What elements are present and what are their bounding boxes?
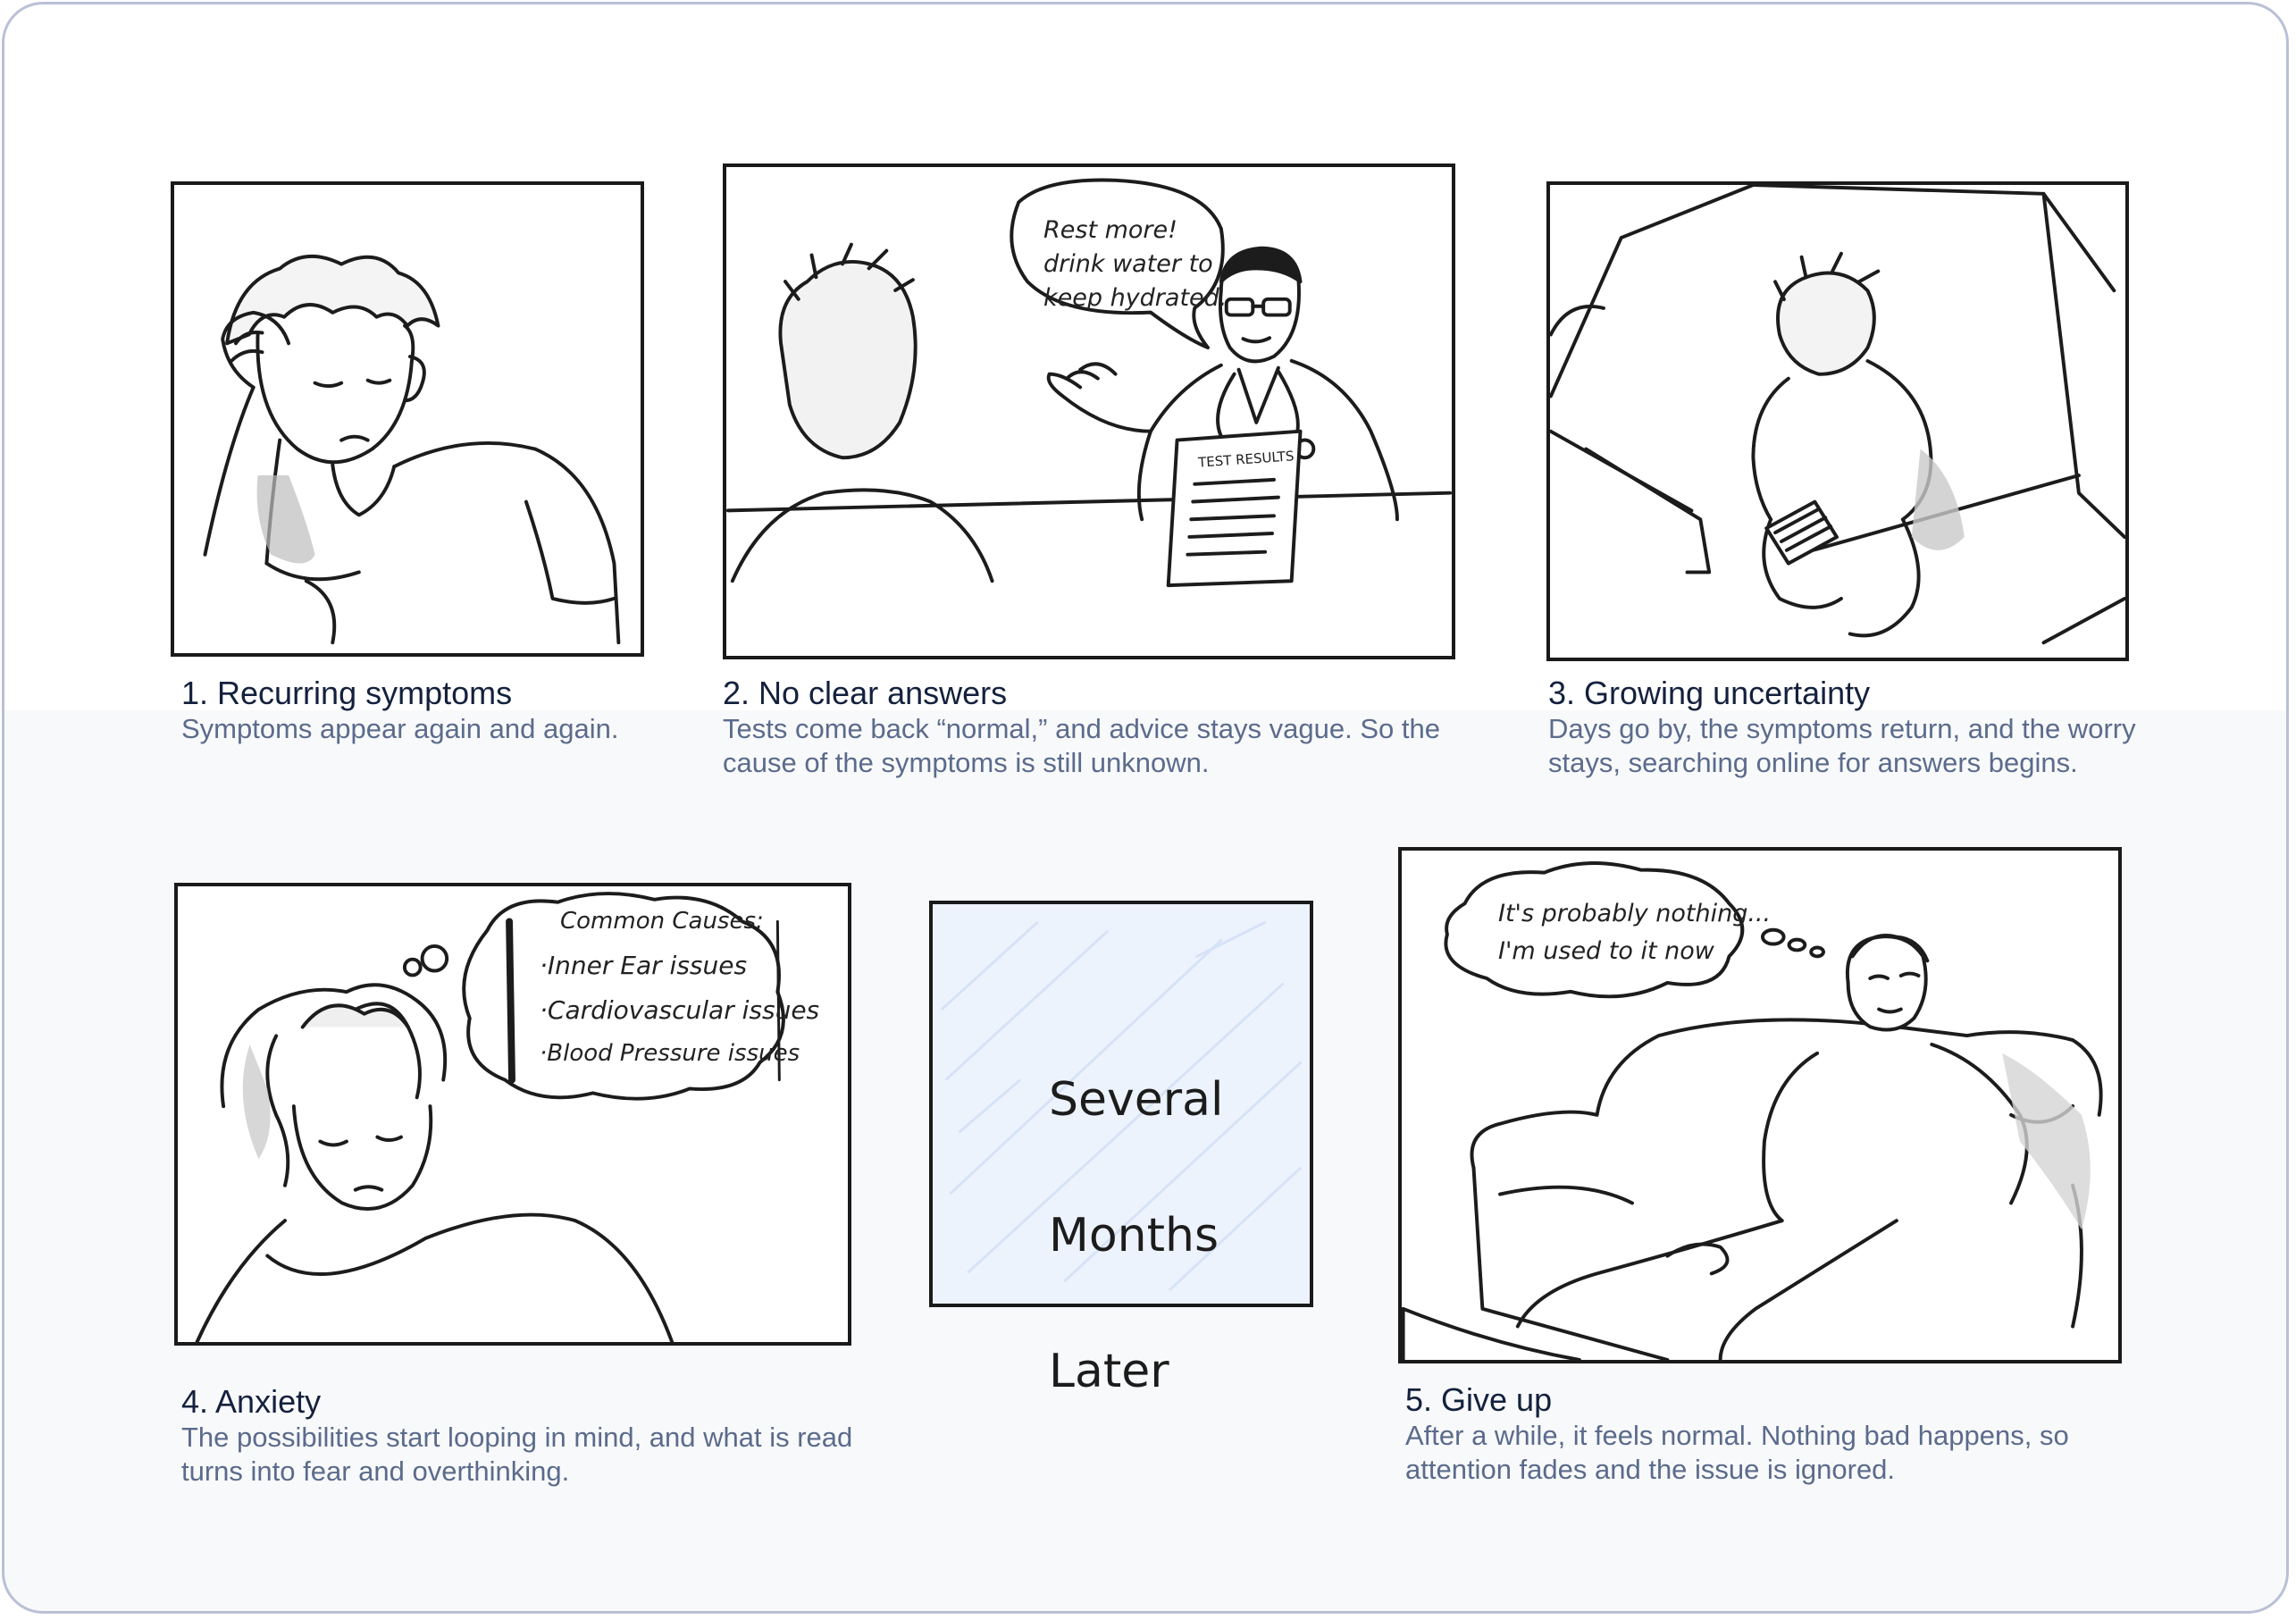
panel-description: Days go by, the symptoms return, and the worry stays, searching online for answers begins. bbox=[1548, 713, 2136, 778]
panel-description: Symptoms appear again and again. bbox=[181, 713, 619, 744]
panel-transition bbox=[929, 901, 1313, 1398]
caption-3 bbox=[1548, 675, 2174, 780]
thought-item-3: ·Blood Pressure issues bbox=[540, 1040, 800, 1067]
caption-2 bbox=[723, 675, 1455, 780]
caption-4 bbox=[181, 1383, 860, 1489]
panel-description: After a while, it feels normal. Nothing bad happens, so attention fades and the issue is ignored. bbox=[1405, 1420, 2069, 1485]
panel-give-up bbox=[1398, 847, 2122, 1363]
caption-1 bbox=[181, 675, 682, 746]
thought-bubble-text: It's probably nothing... I'm used to it now bbox=[1498, 900, 1772, 965]
panel-title: 5. Give up bbox=[1405, 1381, 1553, 1418]
illustration-man-holding-head bbox=[174, 185, 641, 653]
illustration-man-anxious-thoughts bbox=[178, 886, 848, 1342]
panel-anxiety bbox=[174, 883, 851, 1346]
transition-line: Later bbox=[1049, 1345, 1169, 1398]
clipboard-label: TEST RESULTS bbox=[1197, 448, 1295, 471]
storyboard-card bbox=[2, 2, 2289, 1614]
speech-bubble-text: Rest more! drink water to keep hydrated. bbox=[1043, 216, 1228, 312]
thought-heading: Common Causes: bbox=[560, 908, 764, 935]
caption-5 bbox=[1405, 1381, 2138, 1487]
transition-line: Months bbox=[1049, 1209, 1219, 1262]
transition-text bbox=[1049, 998, 1223, 1473]
panel-recurring-symptoms bbox=[171, 181, 644, 657]
panel-title: 1. Recurring symptoms bbox=[181, 675, 513, 711]
panel-title: 3. Growing uncertainty bbox=[1548, 675, 1871, 711]
thought-item-2: ·Cardiovascular issues bbox=[540, 995, 820, 1025]
panel-description: The possibilities start looping in mind, and what is read turns into fear and overthinking. bbox=[181, 1422, 853, 1487]
panel-title: 4. Anxiety bbox=[181, 1383, 322, 1420]
illustration-man-searching-phone bbox=[1550, 185, 2125, 658]
transition-line: Several bbox=[1049, 1073, 1224, 1127]
panel-title: 2. No clear answers bbox=[723, 675, 1008, 711]
thought-item-1: ·Inner Ear issues bbox=[540, 951, 748, 980]
panel-growing-uncertainty bbox=[1546, 181, 2129, 661]
panel-description: Tests come back “normal,” and advice stays vague. So the cause of the symptoms is still unknown. bbox=[723, 713, 1440, 778]
panel-no-clear-answers bbox=[723, 164, 1455, 659]
